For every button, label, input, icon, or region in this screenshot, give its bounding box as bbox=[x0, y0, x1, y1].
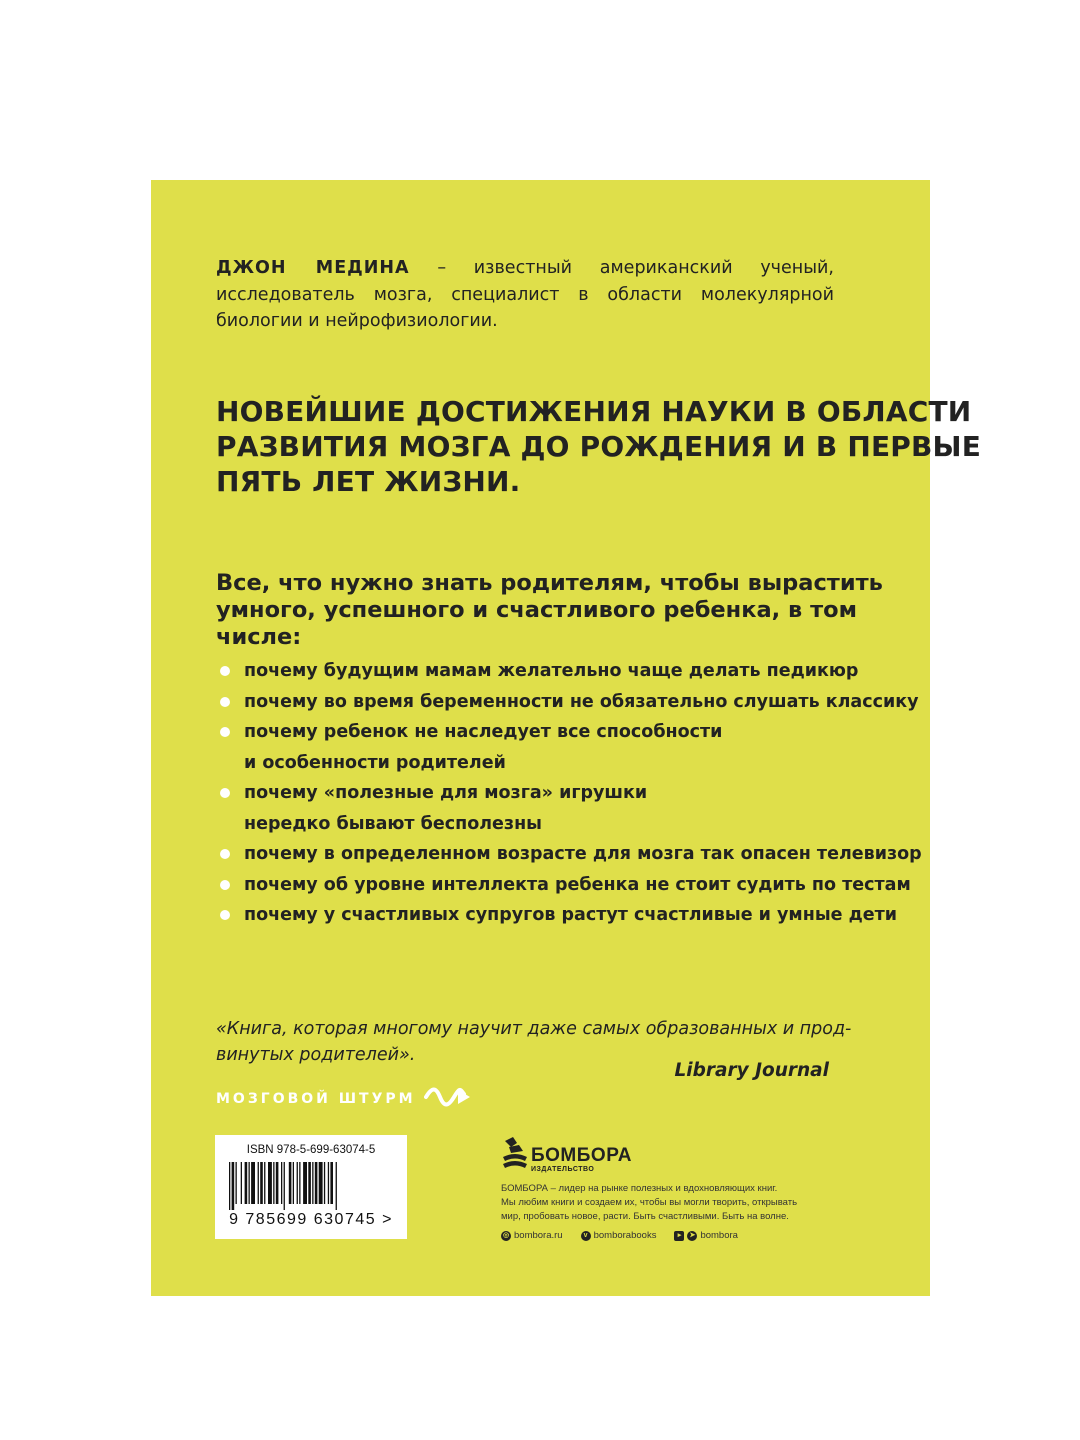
social-label: bombora bbox=[700, 1230, 738, 1241]
bullet-dot-icon bbox=[220, 880, 230, 890]
publisher-desc-line: мир, пробовать новое, расти. Быть счастливыми. Быть на волне. bbox=[501, 1211, 789, 1222]
quote-source: Library Journal bbox=[674, 1060, 829, 1081]
series-label: МОЗГОВОЙ ШТУРМ bbox=[216, 1091, 416, 1107]
list-item-text: почему об уровне интеллекта ребенка не стоит судить по тестам bbox=[244, 874, 911, 895]
headline-line: НОВЕЙШИЕ ДОСТИЖЕНИЯ НАУКИ В ОБЛАСТИ bbox=[216, 395, 972, 428]
intro-line: Все, что нужно знать родителям, чтобы вырастить bbox=[216, 570, 883, 596]
author-bio-text: – известный американский ученый, исследователь мозга, специалист в области молекулярной биологии и нейрофизиологии. bbox=[216, 258, 834, 331]
social-label: bomborabooks bbox=[593, 1230, 657, 1241]
bullet-dot-icon bbox=[220, 788, 230, 798]
publisher-emblem-icon bbox=[501, 1135, 529, 1177]
barcode-number: 9 785699 630745 > bbox=[229, 1211, 393, 1228]
social-vk bbox=[581, 1230, 657, 1241]
publisher-desc-line: БОМБОРА – лидер на рынке полезных и вдохновляющих книг. bbox=[501, 1183, 778, 1194]
list-item bbox=[216, 900, 898, 931]
series-logo bbox=[216, 1086, 472, 1112]
book-back-cover bbox=[151, 180, 982, 1296]
publisher-block bbox=[501, 1135, 831, 1241]
list-item-text: почему у счастливых супругов растут счастливые и умные дети bbox=[244, 905, 898, 925]
intro-line: числе: bbox=[216, 624, 302, 650]
list-item-text: почему «полезные для мозга» игрушки bbox=[244, 783, 648, 803]
list-item bbox=[216, 839, 922, 870]
list-item-text: почему в определенном возрасте для мозга так опасен телевизор bbox=[244, 844, 922, 864]
bullet-dot-icon bbox=[220, 910, 230, 920]
list-item-text: нередко бывают бесполезны bbox=[244, 813, 543, 834]
publisher-description bbox=[501, 1182, 831, 1224]
youtube-icon: ▸ bbox=[674, 1231, 684, 1241]
publisher-socials bbox=[501, 1230, 831, 1241]
vk-icon: v bbox=[581, 1231, 591, 1241]
list-item-text: и особенности родителей bbox=[244, 752, 506, 773]
wave-arrow-icon bbox=[424, 1086, 472, 1112]
list-item-text: почему будущим мамам желательно чаще делать педикюр bbox=[244, 661, 859, 681]
bullet-dot-icon bbox=[220, 666, 230, 676]
list-item bbox=[216, 778, 856, 839]
barcode-bars bbox=[225, 1162, 397, 1210]
author-bio bbox=[216, 255, 834, 335]
barcode bbox=[215, 1135, 407, 1239]
quote-line: винутых родителей». bbox=[216, 1045, 416, 1065]
isbn-text: ISBN 978-5-699-63074-5 bbox=[246, 1144, 376, 1156]
bullet-list bbox=[216, 656, 922, 931]
publisher-logo bbox=[501, 1135, 831, 1177]
quote-line: «Книга, которая многому научит даже самых образованных и прод- bbox=[216, 1019, 852, 1039]
social-instagram bbox=[501, 1230, 563, 1241]
bullet-dot-icon bbox=[220, 849, 230, 859]
list-item bbox=[216, 717, 856, 778]
social-telegram bbox=[674, 1230, 738, 1241]
publisher-desc-line: Мы любим книги и создаем их, чтобы вы могли творить, открывать bbox=[501, 1197, 798, 1208]
headline-line: РАЗВИТИЯ МОЗГА ДО РОЖДЕНИЯ И В ПЕРВЫЕ bbox=[216, 430, 982, 463]
publisher-subtitle: ИЗДАТЕЛЬСТВО bbox=[531, 1166, 595, 1173]
list-item-text: почему во время беременности не обязательно слушать классику bbox=[244, 691, 919, 712]
telegram-icon: ➤ bbox=[687, 1231, 697, 1241]
list-item bbox=[216, 870, 911, 901]
intro-text bbox=[216, 570, 883, 651]
publisher-name: БОМБОРА bbox=[531, 1145, 632, 1166]
headline bbox=[216, 394, 982, 499]
list-item bbox=[216, 656, 859, 687]
list-item bbox=[216, 687, 919, 718]
instagram-icon: ◎ bbox=[502, 1231, 510, 1239]
bullet-dot-icon bbox=[220, 697, 230, 707]
intro-line: умного, успешного и счастливого ребенка, в том bbox=[216, 597, 858, 623]
author-name: ДЖОН МЕДИНА bbox=[216, 258, 410, 278]
headline-line: ПЯТЬ ЛЕТ ЖИЗНИ. bbox=[216, 465, 521, 498]
social-label: bombora.ru bbox=[514, 1230, 563, 1241]
bullet-dot-icon bbox=[220, 727, 230, 737]
list-item-text: почему ребенок не наследует все способности bbox=[244, 722, 723, 742]
